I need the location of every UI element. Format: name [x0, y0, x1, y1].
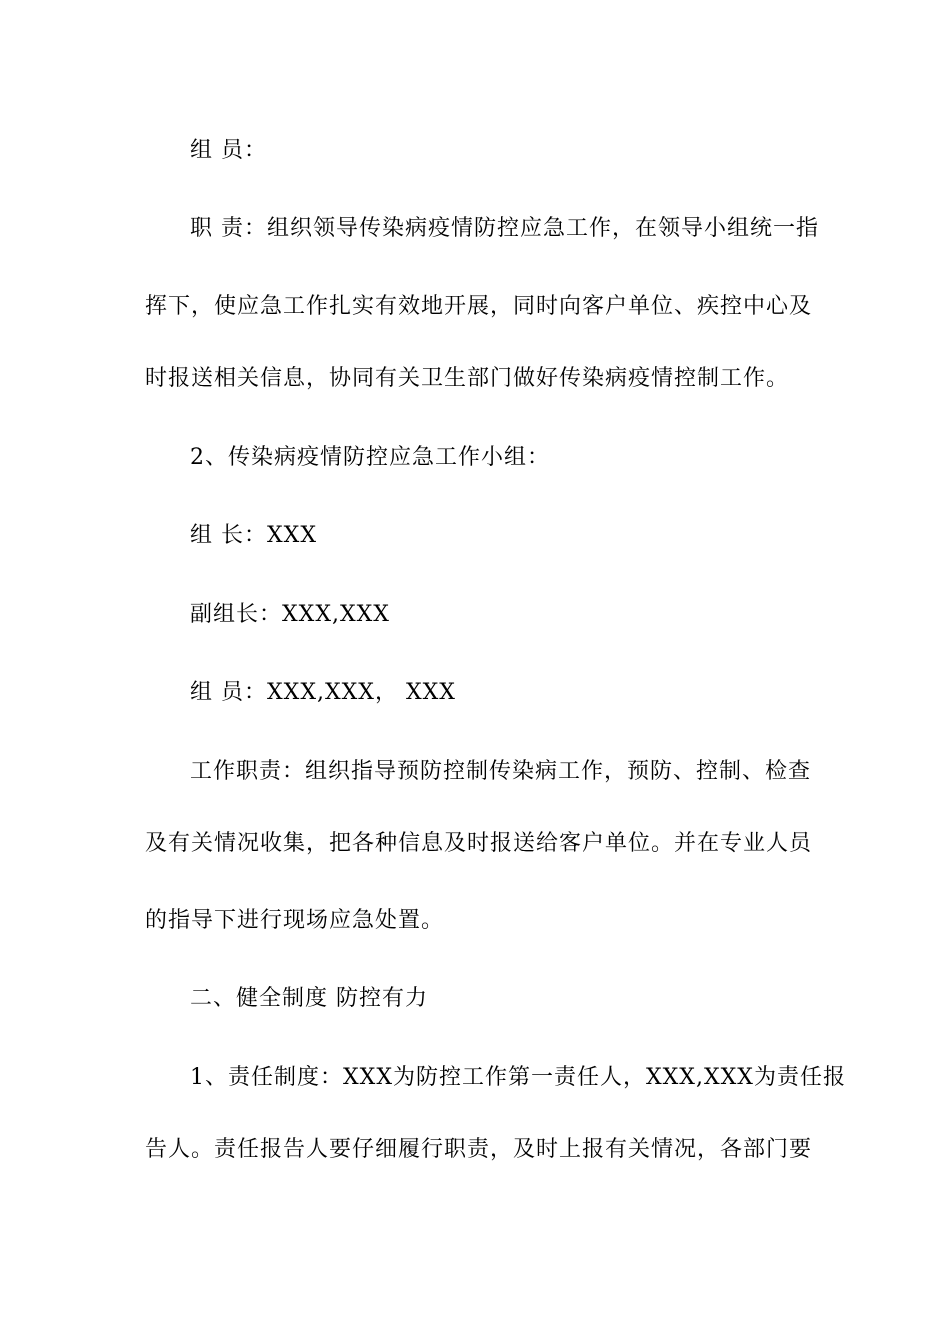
work-duty-line-3: 的指导下进行现场应急处置。 [145, 908, 445, 933]
responsibility-line-1: 1、责任制度：XXX为防控工作第一责任人，XXX,XXX为责任报 [190, 1065, 846, 1090]
responsibility-line-2: 告人。责任报告人要仔细履行职责，及时上报有关情况，各部门要 [145, 1137, 813, 1162]
group-members-line: 组 员：XXX,XXX， XXX [190, 680, 456, 705]
work-duty-line-2: 及有关情况收集，把各种信息及时报送给客户单位。并在专业人员 [145, 831, 813, 856]
duty-line-3: 时报送相关信息，协同有关卫生部门做好传染病疫情控制工作。 [145, 366, 790, 391]
members-line: 组 员： [190, 138, 267, 163]
section-heading-system: 二、健全制度 防控有力 [190, 986, 428, 1011]
work-duty-line-1: 工作职责：组织指导预防控制传染病工作，预防、控制、检查 [190, 759, 812, 784]
duty-line-1: 职 责：组织领导传染病疫情防控应急工作，在领导小组统一指 [190, 216, 819, 241]
deputy-leader-line: 副组长：XXX,XXX [190, 602, 390, 627]
duty-line-2: 挥下，使应急工作扎实有效地开展，同时向客户单位、疾控中心及 [145, 294, 813, 319]
section-heading-work-group: 2、传染病疫情防控应急工作小组： [190, 445, 550, 470]
group-leader-line: 组 长：XXX [190, 523, 317, 548]
